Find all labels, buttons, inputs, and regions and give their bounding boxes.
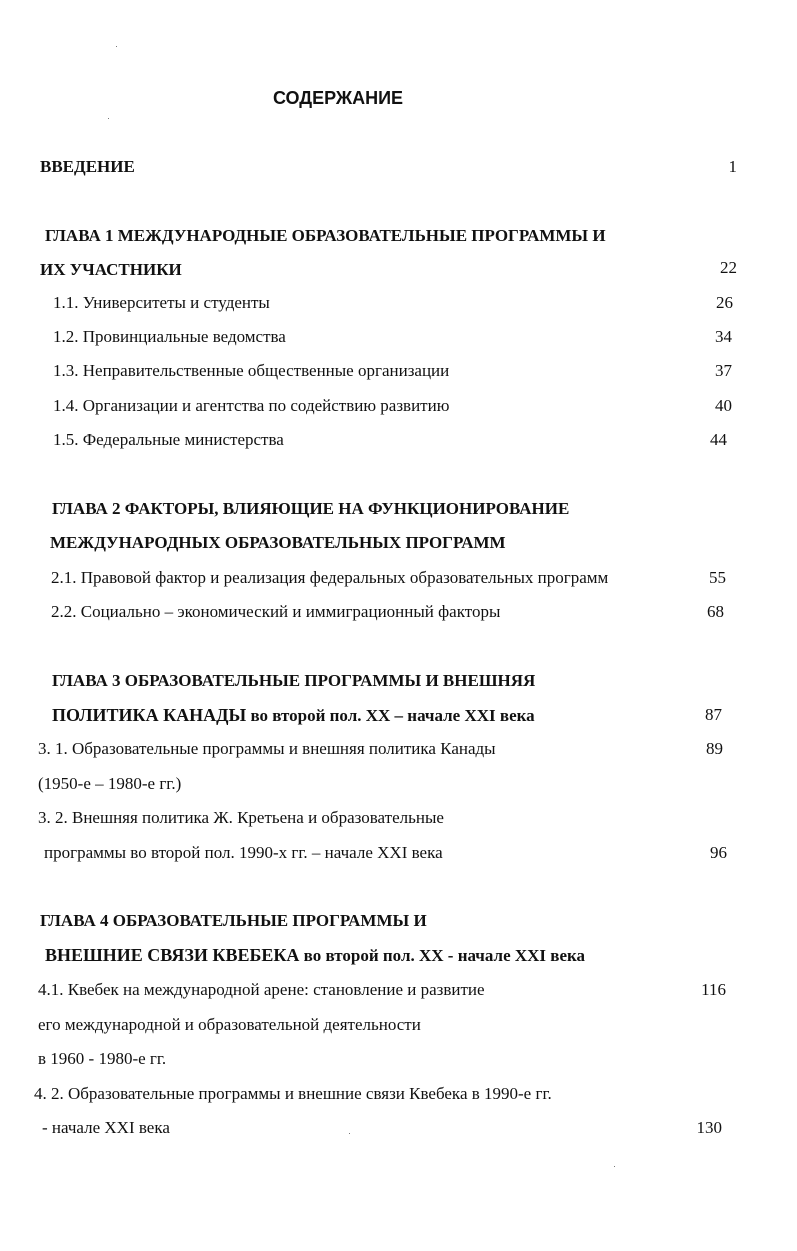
section-1-4-page: 40 xyxy=(715,396,732,415)
section-1-3: 1.3. Неправительственные общественные организации xyxy=(53,361,450,380)
chapter-2-heading-cont: МЕЖДУНАРОДНЫХ ОБРАЗОВАТЕЛЬНЫХ ПРОГРАММ xyxy=(50,533,506,552)
chapter-3-heading-rest: во второй пол. XX – начале XXI века xyxy=(246,706,535,725)
section-4-2-cont: - начале XXI века xyxy=(42,1118,170,1137)
section-1-2: 1.2. Провинциальные ведомства xyxy=(53,327,286,346)
section-1-5: 1.5. Федеральные министерства xyxy=(53,430,284,449)
chapter-4-heading-rest: во второй пол. XX - начале XXI века xyxy=(299,946,586,965)
section-2-2: 2.2. Социально – экономический и иммиграционный факторы xyxy=(51,602,501,621)
section-1-4: 1.4. Организации и агентства по содействию развитию xyxy=(53,396,450,415)
section-3-2-page: 96 xyxy=(710,843,727,862)
chapter-4-heading-cont xyxy=(45,945,585,966)
section-3-1-page: 89 xyxy=(706,739,723,758)
chapter-3-heading: ГЛАВА 3 ОБРАЗОВАТЕЛЬНЫЕ ПРОГРАММЫ И ВНЕШНЯЯ xyxy=(52,671,536,690)
scan-speck xyxy=(349,1133,350,1134)
section-3-2: 3. 2. Внешняя политика Ж. Кретьена и образовательные xyxy=(38,808,444,827)
scan-speck xyxy=(116,46,117,47)
section-1-5-page: 44 xyxy=(710,430,727,449)
section-2-2-page: 68 xyxy=(707,602,724,621)
section-3-1-cont: (1950-е – 1980-е гг.) xyxy=(38,774,182,793)
scan-speck xyxy=(614,1166,615,1167)
section-3-2-cont: программы во второй пол. 1990-х гг. – начале XXI века xyxy=(44,843,443,862)
section-4-1-cont: его международной и образовательной деятельности xyxy=(38,1015,421,1034)
section-3-1: 3. 1. Образовательные программы и внешняя политика Канады xyxy=(38,739,496,758)
chapter-3-page: 87 xyxy=(705,705,722,724)
section-4-2: 4. 2. Образовательные программы и внешние связи Квебека в 1990-е гг. xyxy=(34,1084,552,1103)
intro-label: ВВЕДЕНИЕ xyxy=(40,157,135,176)
chapter-1-heading-cont: ИХ УЧАСТНИКИ xyxy=(40,260,182,279)
section-1-3-page: 37 xyxy=(715,361,732,380)
section-2-1: 2.1. Правовой фактор и реализация федеральных образовательных программ xyxy=(51,568,609,587)
chapter-4-heading: ГЛАВА 4 ОБРАЗОВАТЕЛЬНЫЕ ПРОГРАММЫ И xyxy=(40,911,427,930)
chapter-4-heading-caps: ВНЕШНИЕ СВЯЗИ КВЕБЕКА xyxy=(45,945,300,965)
chapter-3-heading-caps: ПОЛИТИКА КАНАДЫ xyxy=(52,705,247,725)
section-1-1-page: 26 xyxy=(716,293,733,312)
section-1-1: 1.1. Университеты и студенты xyxy=(53,293,270,312)
section-4-1-cont-2: в 1960 - 1980-е гг. xyxy=(38,1049,167,1068)
section-4-1: 4.1. Квебек на международной арене: становление и развитие xyxy=(38,980,485,999)
chapter-1-heading: ГЛАВА 1 МЕЖДУНАРОДНЫЕ ОБРАЗОВАТЕЛЬНЫЕ ПРОГРАММЫ И xyxy=(45,226,606,245)
section-1-2-page: 34 xyxy=(715,327,732,346)
scan-speck xyxy=(108,118,109,119)
section-4-2-page: 130 xyxy=(696,1118,722,1137)
chapter-2-heading: ГЛАВА 2 ФАКТОРЫ, ВЛИЯЮЩИЕ НА ФУНКЦИОНИРОВАНИЕ xyxy=(52,499,570,518)
section-2-1-page: 55 xyxy=(709,568,726,587)
section-4-1-page: 116 xyxy=(701,980,726,999)
chapter-1-page: 22 xyxy=(720,258,737,277)
page-title: СОДЕРЖАНИЕ xyxy=(272,88,404,108)
intro-page: 1 xyxy=(728,157,737,176)
chapter-3-heading-cont xyxy=(52,705,535,726)
